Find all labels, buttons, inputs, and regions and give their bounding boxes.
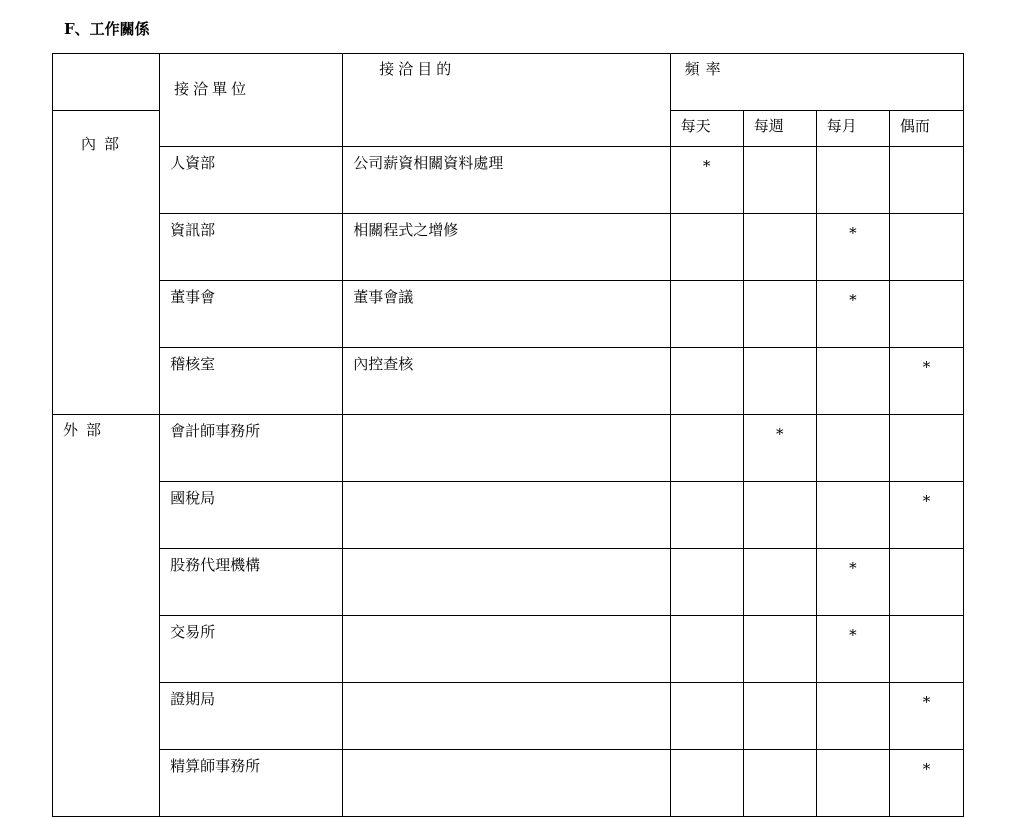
mark-occasional xyxy=(889,214,963,281)
mark-weekly: * xyxy=(743,415,816,482)
mark-daily xyxy=(670,415,743,482)
mark-monthly xyxy=(816,415,889,482)
mark-weekly xyxy=(743,214,816,281)
mark-monthly xyxy=(816,482,889,549)
unit-cell: 人資部 xyxy=(160,147,343,214)
mark-daily xyxy=(670,281,743,348)
mark-weekly xyxy=(743,616,816,683)
table-row xyxy=(53,683,964,750)
mark-monthly: * xyxy=(816,214,889,281)
mark-daily xyxy=(670,482,743,549)
table-row xyxy=(53,147,964,214)
header-purpose: 接洽目的 xyxy=(343,54,670,147)
unit-cell: 股務代理機構 xyxy=(160,549,343,616)
mark-monthly: * xyxy=(816,281,889,348)
mark-occasional xyxy=(889,415,963,482)
table-row xyxy=(53,549,964,616)
purpose-cell xyxy=(343,750,670,817)
mark-occasional: * xyxy=(889,482,963,549)
purpose-cell xyxy=(343,549,670,616)
mark-weekly xyxy=(743,549,816,616)
header-group-cell xyxy=(53,54,160,111)
group-label-external: 外部 xyxy=(53,415,160,817)
header-unit: 接洽單位 xyxy=(160,54,343,147)
table-row xyxy=(53,214,964,281)
unit-cell: 證期局 xyxy=(160,683,343,750)
mark-monthly xyxy=(816,147,889,214)
mark-monthly xyxy=(816,683,889,750)
purpose-cell xyxy=(343,482,670,549)
mark-weekly xyxy=(743,348,816,415)
unit-cell: 會計師事務所 xyxy=(160,415,343,482)
mark-occasional: * xyxy=(889,683,963,750)
mark-monthly: * xyxy=(816,616,889,683)
mark-occasional: * xyxy=(889,348,963,415)
mark-daily xyxy=(670,549,743,616)
table-row xyxy=(53,482,964,549)
unit-cell: 交易所 xyxy=(160,616,343,683)
table-row xyxy=(53,415,964,482)
mark-daily xyxy=(670,214,743,281)
purpose-cell xyxy=(343,415,670,482)
unit-cell: 資訊部 xyxy=(160,214,343,281)
mark-weekly xyxy=(743,683,816,750)
mark-occasional xyxy=(889,616,963,683)
mark-weekly xyxy=(743,281,816,348)
purpose-cell xyxy=(343,616,670,683)
unit-cell: 董事會 xyxy=(160,281,343,348)
table-row xyxy=(53,616,964,683)
purpose-cell: 公司薪資相關資料處理 xyxy=(343,147,670,214)
table-row xyxy=(53,281,964,348)
mark-weekly xyxy=(743,482,816,549)
purpose-cell: 相關程式之增修 xyxy=(343,214,670,281)
group-label-internal: 內部 xyxy=(53,111,160,415)
mark-daily: * xyxy=(670,147,743,214)
purpose-cell xyxy=(343,683,670,750)
mark-monthly xyxy=(816,348,889,415)
unit-cell: 國稅局 xyxy=(160,482,343,549)
mark-daily xyxy=(670,750,743,817)
header-frequency: 頻率 xyxy=(670,54,963,111)
mark-weekly xyxy=(743,750,816,817)
table-row xyxy=(53,750,964,817)
freq-header-monthly: 每月 xyxy=(816,111,889,147)
unit-cell: 稽核室 xyxy=(160,348,343,415)
mark-occasional: * xyxy=(889,750,963,817)
mark-occasional xyxy=(889,549,963,616)
mark-monthly: * xyxy=(816,549,889,616)
work-relationship-table xyxy=(52,53,964,817)
mark-occasional xyxy=(889,147,963,214)
mark-weekly xyxy=(743,147,816,214)
unit-cell: 精算師事務所 xyxy=(160,750,343,817)
mark-daily xyxy=(670,348,743,415)
freq-header-occasional: 偶而 xyxy=(889,111,963,147)
purpose-cell: 董事會議 xyxy=(343,281,670,348)
mark-daily xyxy=(670,616,743,683)
section-title: F、工作關係 xyxy=(64,20,150,38)
mark-occasional xyxy=(889,281,963,348)
freq-header-daily: 每天 xyxy=(670,111,743,147)
table-row xyxy=(53,348,964,415)
mark-daily xyxy=(670,683,743,750)
freq-header-weekly: 每週 xyxy=(743,111,816,147)
purpose-cell: 內控查核 xyxy=(343,348,670,415)
mark-monthly xyxy=(816,750,889,817)
